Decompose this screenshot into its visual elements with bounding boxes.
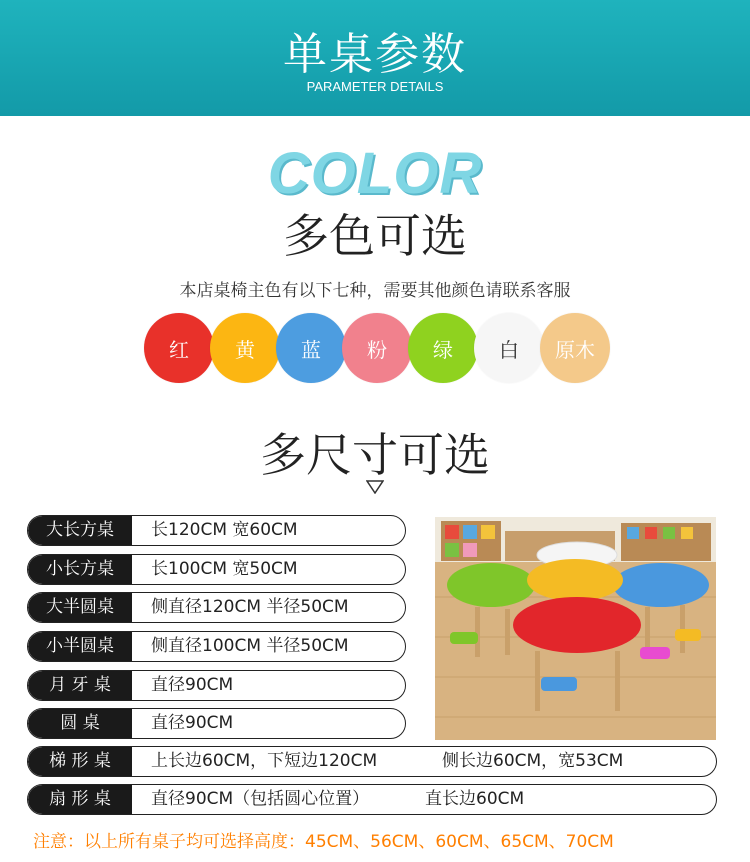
table-spec: 长100CM 宽50CM [151,559,298,579]
banner-title: 单桌参数 [283,29,467,80]
swatch-yellow[interactable] [210,313,280,383]
size-row [27,592,406,623]
table-spec: 直径90CM [151,675,234,695]
table-spec: 直径90CM [151,713,234,733]
size-row [27,554,406,585]
header-banner [0,0,750,116]
table-name: 圆 桌 [28,709,132,738]
multicolor-heading: 多色可选 [283,209,467,263]
table-spec: 侧直径100CM 半径50CM [151,636,349,656]
swatch-label: 蓝 [301,337,321,362]
size-row [27,670,406,701]
swatch-label: 绿 [433,337,453,362]
size-row [27,746,717,777]
swatch-label: 白 [499,337,519,362]
swatch-pink[interactable] [342,313,412,383]
table-name: 小长方桌 [28,555,132,584]
swatch-label: 原木 [555,337,595,362]
size-row [27,515,406,546]
table-spec: 侧直径120CM 半径50CM [151,597,349,617]
table-name: 大长方桌 [28,516,132,545]
swatch-white[interactable] [474,313,544,383]
swatch-wood[interactable] [540,313,610,383]
swatch-blue[interactable] [276,313,346,383]
table-name: 小半圆桌 [28,632,132,661]
product-photo [435,517,716,740]
table-spec: 直径90CM（包括圆心位置） [151,789,370,809]
banner-subtitle: PARAMETER DETAILS [306,79,444,94]
table-spec-extra: 侧长边60CM，宽53CM [442,751,624,771]
color-swatches [144,313,614,383]
table-name: 大半圆桌 [28,593,132,622]
table-name: 扇 形 桌 [28,785,132,814]
size-row [27,784,717,815]
color-note: 本店桌椅主色有以下七种，需要其他颜色请联系客服 [179,281,571,301]
color-word-art: COLOR [267,141,483,206]
multisize-heading: 多尺寸可选 [260,428,490,482]
table-name: 月 牙 桌 [28,671,132,700]
table-spec: 长120CM 宽60CM [151,520,298,540]
size-row [27,631,406,662]
swatch-label: 红 [169,337,189,362]
swatch-red[interactable] [144,313,214,383]
height-options-note: 注意：以上所有桌子均可选择高度：45CM、56CM、60CM、65CM、70CM [33,832,614,852]
swatch-label: 黄 [235,337,255,362]
swatch-green[interactable] [408,313,478,383]
swatch-label: 粉 [367,337,387,362]
size-row [27,708,406,739]
table-name: 梯 形 桌 [28,747,132,776]
table-spec-extra: 直长边60CM [425,789,525,809]
table-spec: 上长边60CM，下短边120CM [151,751,378,771]
